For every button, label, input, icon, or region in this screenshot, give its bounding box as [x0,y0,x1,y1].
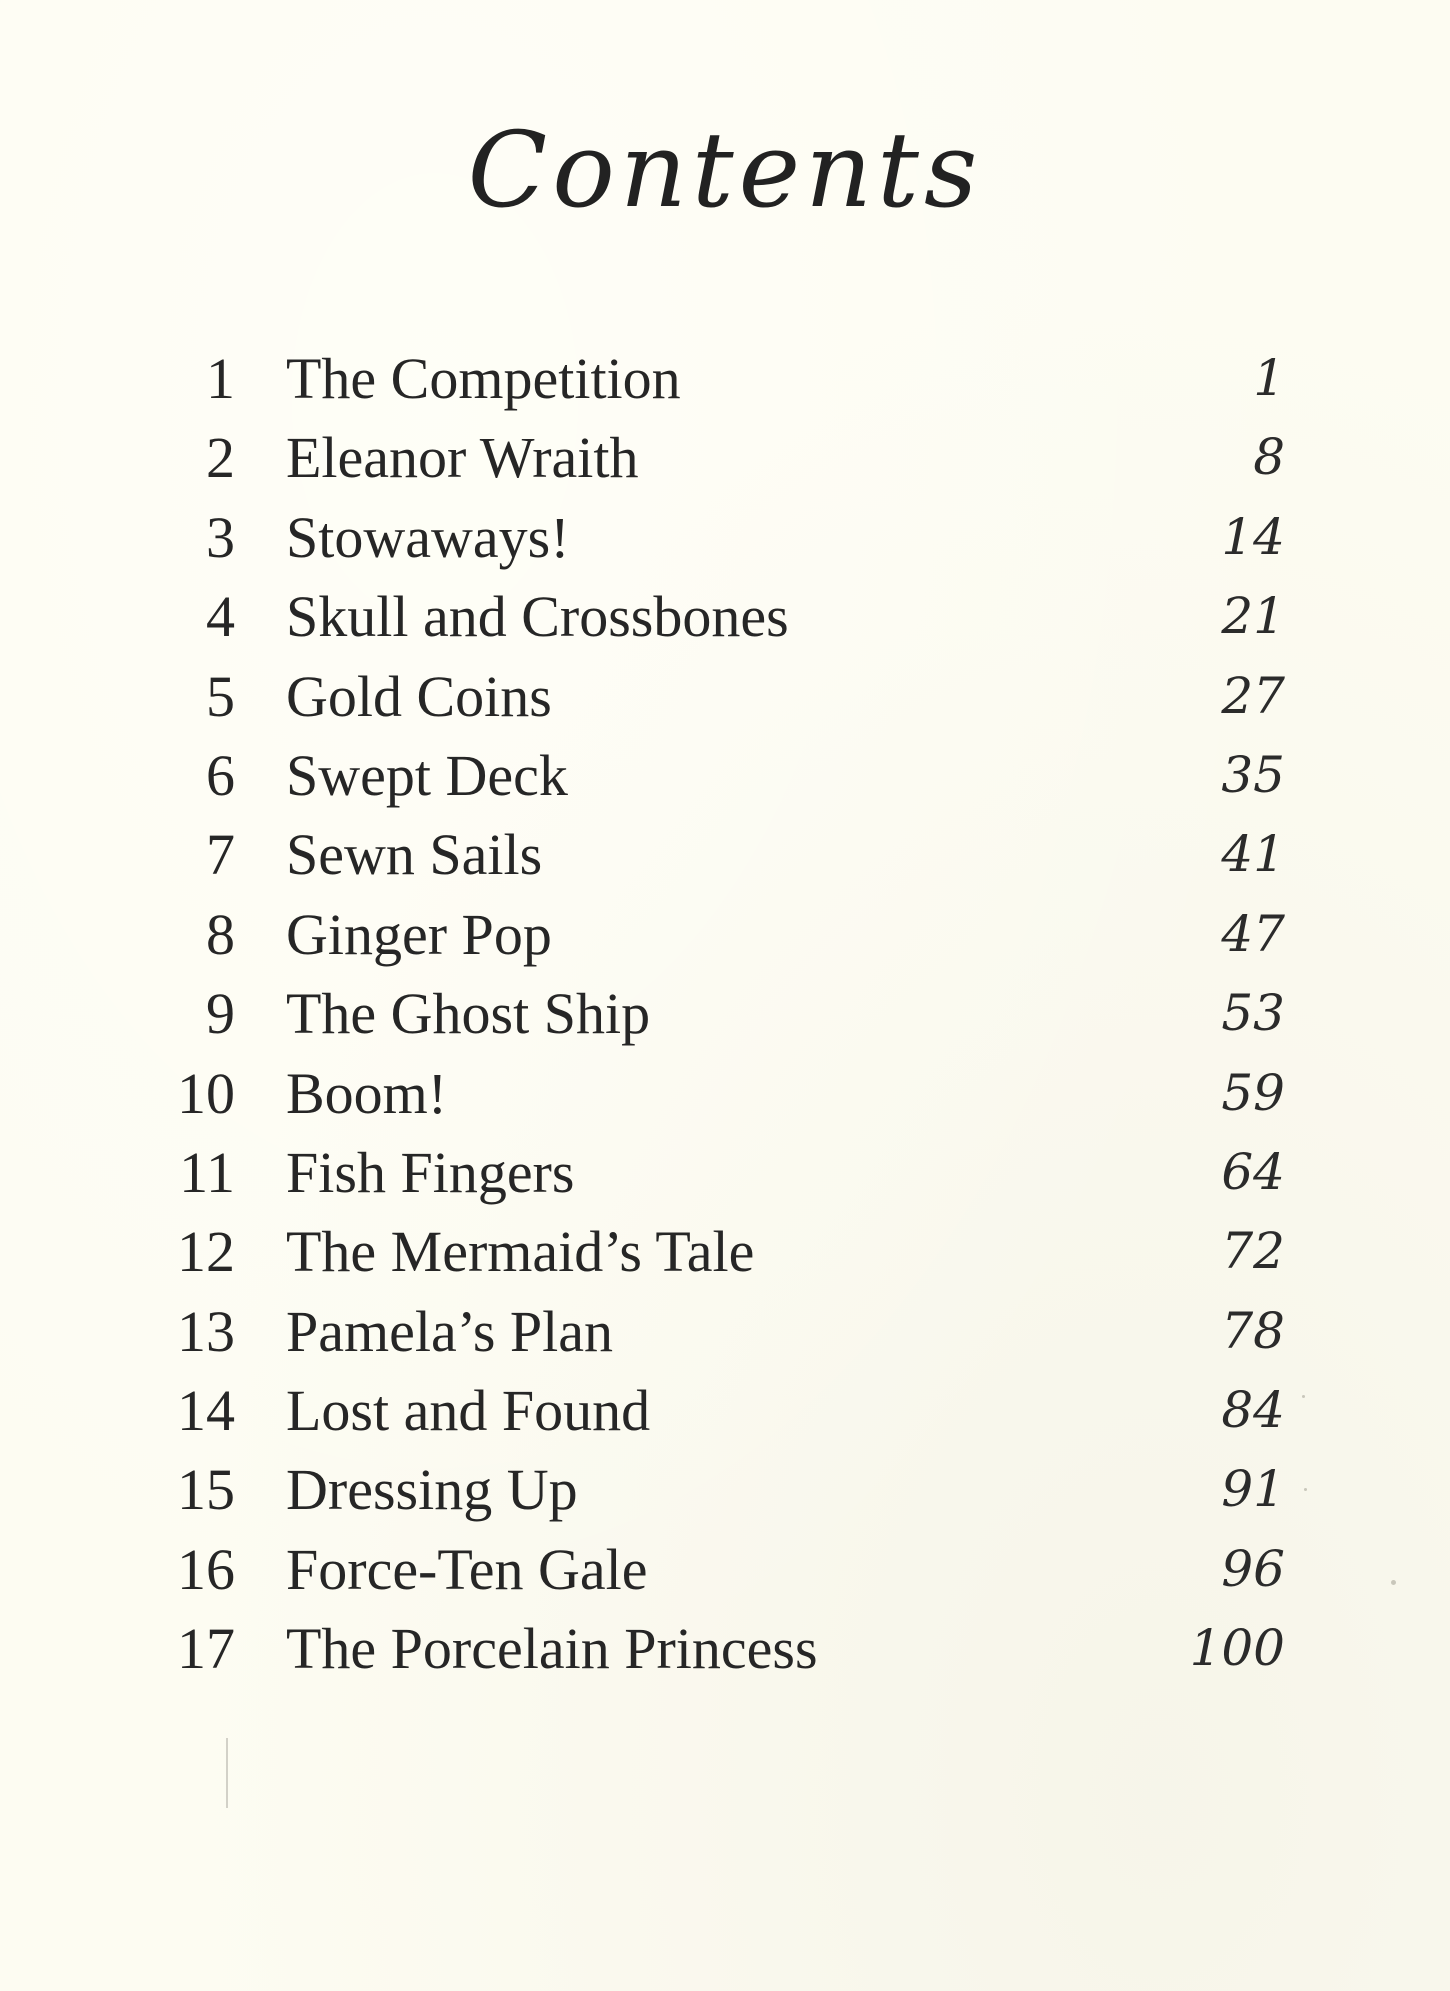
chapter-title: Gold Coins [286,663,552,729]
toc-entry [0,1212,1450,1291]
toc-entry [0,418,1450,497]
page-number: 35 [1221,745,1285,804]
toc-entry [0,1292,1450,1371]
chapter-number: 13 [177,1298,235,1364]
page-number: 8 [1253,428,1285,487]
page-number: 84 [1221,1381,1285,1440]
scan-artifact-speck [1391,1580,1396,1585]
chapter-title: Pamela’s Plan [286,1298,614,1364]
chapter-title: The Competition [286,346,681,411]
page-number: 100 [1189,1619,1285,1678]
chapter-title: Ginger Pop [286,901,552,967]
chapter-title: Lost and Found [286,1378,651,1444]
page-number: 21 [1221,587,1285,646]
toc-entry [0,1609,1450,1688]
toc-entry [0,1450,1450,1529]
page-number: 1 [1253,349,1285,407]
page-number: 41 [1221,825,1285,884]
chapter-number: 14 [177,1378,235,1444]
toc-entry [0,736,1450,815]
scan-artifact-line [226,1738,228,1808]
page-number: 64 [1221,1142,1285,1201]
chapter-number: 17 [177,1616,235,1682]
chapter-number: 15 [177,1457,235,1523]
page-number: 59 [1221,1063,1285,1122]
page-number: 14 [1221,507,1285,566]
chapter-number: 12 [177,1219,235,1285]
chapter-title: Swept Deck [286,742,568,808]
toc-entry [0,577,1450,656]
toc-entry [0,1133,1450,1212]
chapter-number: 16 [177,1536,235,1602]
chapter-title: Boom! [286,1060,448,1126]
page-number: 91 [1221,1460,1285,1519]
page-number: 27 [1221,666,1285,725]
toc-entry [0,1054,1450,1133]
chapter-number: 8 [206,901,235,967]
chapter-number: 10 [177,1060,235,1126]
page-title: Contents [467,109,983,231]
toc-entry [0,974,1450,1053]
chapter-title: Fish Fingers [286,1139,575,1205]
toc-entry [0,815,1450,894]
toc-entry [0,498,1450,577]
chapter-number: 4 [206,584,235,650]
chapter-number: 3 [206,504,235,570]
chapter-title: The Porcelain Princess [286,1616,818,1682]
scan-artifact-speck [1302,1395,1305,1398]
chapter-title: Dressing Up [286,1457,578,1523]
toc-entry [0,657,1450,736]
chapter-title: Sewn Sails [286,822,543,888]
chapter-number: 11 [179,1139,235,1205]
toc-entry [0,1530,1450,1609]
toc-entry [0,339,1450,418]
toc-entry [0,1371,1450,1450]
page-number: 78 [1221,1301,1285,1360]
chapter-title: The Mermaid’s Tale [286,1219,755,1285]
page-number: 53 [1221,984,1285,1043]
page-number: 72 [1221,1222,1285,1281]
chapter-number: 7 [206,822,235,888]
chapter-number: 2 [206,425,235,491]
chapter-number: 6 [206,742,235,808]
chapter-title: The Ghost Ship [286,981,651,1047]
chapter-title: Force-Ten Gale [286,1536,648,1602]
table-of-contents [0,339,1450,1689]
scan-artifact-speck [1304,1488,1307,1491]
page-number: 96 [1221,1539,1285,1598]
chapter-title: Skull and Crossbones [286,584,789,650]
chapter-number: 9 [206,981,235,1047]
chapter-title: Eleanor Wraith [286,425,639,491]
page-number: 47 [1221,904,1285,963]
chapter-number: 5 [206,663,235,729]
toc-entry [0,895,1450,974]
chapter-number: 1 [206,346,235,411]
chapter-title: Stowaways! [286,504,570,570]
